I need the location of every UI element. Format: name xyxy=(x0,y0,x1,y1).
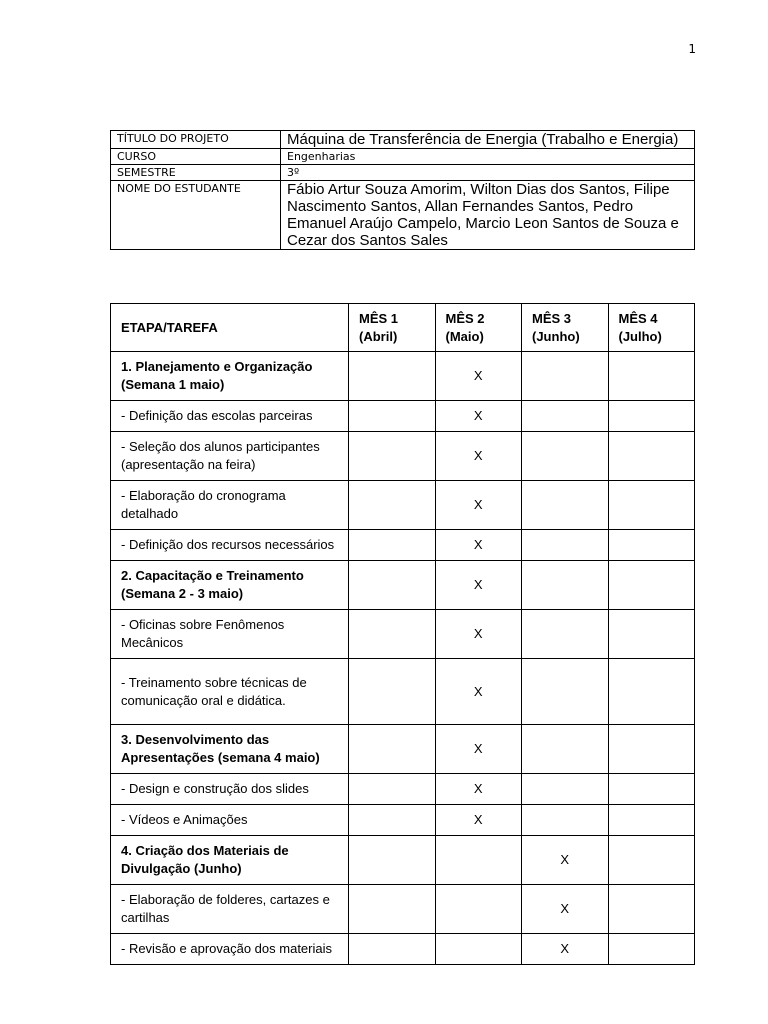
schedule-row xyxy=(111,481,695,530)
month-1-cell xyxy=(349,352,436,401)
schedule-row xyxy=(111,805,695,836)
month-2-cell: X xyxy=(435,530,522,561)
month-4-cell xyxy=(608,774,695,805)
month-1-cell xyxy=(349,885,436,934)
month-1-cell xyxy=(349,561,436,610)
schedule-row xyxy=(111,725,695,774)
schedule-row xyxy=(111,530,695,561)
month-4-cell xyxy=(608,885,695,934)
header-month-2 xyxy=(435,304,522,352)
month-label: MÊS 1 xyxy=(359,310,399,326)
month-1-cell xyxy=(349,659,436,725)
month-2-cell xyxy=(435,885,522,934)
month-2-cell: X xyxy=(435,561,522,610)
month-1-cell xyxy=(349,774,436,805)
schedule-row xyxy=(111,352,695,401)
info-label: CURSO xyxy=(111,149,281,165)
info-label: SEMESTRE xyxy=(111,165,281,181)
info-label: TÍTULO DO PROJETO xyxy=(111,131,281,149)
header-month-4 xyxy=(608,304,695,352)
month-1-cell xyxy=(349,530,436,561)
schedule-row xyxy=(111,561,695,610)
month-3-cell xyxy=(522,352,609,401)
month-1-cell xyxy=(349,805,436,836)
month-1-cell xyxy=(349,481,436,530)
month-1-cell xyxy=(349,836,436,885)
task-cell: 4. Criação dos Materiais de Divulgação (Junho) xyxy=(111,836,349,885)
month-2-cell: X xyxy=(435,610,522,659)
month-4-cell xyxy=(608,725,695,774)
month-3-cell xyxy=(522,610,609,659)
task-cell: - Revisão e aprovação dos materiais xyxy=(111,934,349,965)
month-name: (Maio) xyxy=(445,328,484,344)
month-4-cell xyxy=(608,530,695,561)
schedule-row xyxy=(111,836,695,885)
month-3-cell xyxy=(522,805,609,836)
month-3-cell xyxy=(522,401,609,432)
task-cell: 1. Planejamento e Organização (Semana 1 maio) xyxy=(111,352,349,401)
schedule-row xyxy=(111,934,695,965)
month-3-cell: X xyxy=(522,885,609,934)
month-label: MÊS 2 xyxy=(445,310,485,326)
month-2-cell: X xyxy=(435,481,522,530)
month-3-cell xyxy=(522,561,609,610)
task-cell: - Design e construção dos slides xyxy=(111,774,349,805)
schedule-table xyxy=(110,303,695,965)
header-month-3 xyxy=(522,304,609,352)
month-name: (Julho) xyxy=(618,328,662,344)
month-2-cell: X xyxy=(435,401,522,432)
month-1-cell xyxy=(349,725,436,774)
month-2-cell: X xyxy=(435,659,522,725)
month-3-cell xyxy=(522,774,609,805)
task-cell: - Treinamento sobre técnicas de comunicação oral e didática. xyxy=(111,659,349,725)
month-4-cell xyxy=(608,561,695,610)
month-4-cell xyxy=(608,401,695,432)
month-2-cell xyxy=(435,934,522,965)
info-value: Engenharias xyxy=(281,149,695,165)
task-cell: - Elaboração de folderes, cartazes e cartilhas xyxy=(111,885,349,934)
task-cell: 2. Capacitação e Treinamento (Semana 2 - 3 maio) xyxy=(111,561,349,610)
schedule-row xyxy=(111,610,695,659)
schedule-row xyxy=(111,774,695,805)
project-info-row xyxy=(111,131,695,149)
month-4-cell xyxy=(608,836,695,885)
month-4-cell xyxy=(608,352,695,401)
schedule-row xyxy=(111,432,695,481)
project-info-row xyxy=(111,149,695,165)
task-cell: - Definição dos recursos necessários xyxy=(111,530,349,561)
project-info-row xyxy=(111,165,695,181)
month-3-cell: X xyxy=(522,934,609,965)
month-4-cell xyxy=(608,805,695,836)
schedule-header-row xyxy=(111,304,695,352)
month-name: (Abril) xyxy=(359,328,398,344)
month-1-cell xyxy=(349,432,436,481)
month-label: MÊS 4 xyxy=(618,310,658,326)
month-3-cell xyxy=(522,530,609,561)
month-4-cell xyxy=(608,481,695,530)
month-2-cell: X xyxy=(435,352,522,401)
month-3-cell xyxy=(522,481,609,530)
month-4-cell xyxy=(608,610,695,659)
page-number: 1 xyxy=(688,42,696,56)
info-value: Máquina de Transferência de Energia (Trabalho e Energia) xyxy=(281,131,695,149)
month-3-cell xyxy=(522,432,609,481)
month-2-cell: X xyxy=(435,725,522,774)
month-1-cell xyxy=(349,934,436,965)
schedule-row xyxy=(111,885,695,934)
schedule-row xyxy=(111,659,695,725)
month-2-cell xyxy=(435,836,522,885)
month-4-cell xyxy=(608,934,695,965)
task-cell: 3. Desenvolvimento das Apresentações (semana 4 maio) xyxy=(111,725,349,774)
task-cell: - Oficinas sobre Fenômenos Mecânicos xyxy=(111,610,349,659)
month-2-cell: X xyxy=(435,774,522,805)
month-2-cell: X xyxy=(435,432,522,481)
month-name: (Junho) xyxy=(532,328,580,344)
task-cell: - Seleção dos alunos participantes (apresentação na feira) xyxy=(111,432,349,481)
month-label: MÊS 3 xyxy=(532,310,572,326)
month-3-cell xyxy=(522,659,609,725)
month-3-cell: X xyxy=(522,836,609,885)
month-2-cell: X xyxy=(435,805,522,836)
task-cell: - Definição das escolas parceiras xyxy=(111,401,349,432)
info-value: Fábio Artur Souza Amorim, Wilton Dias dos Santos, Filipe Nascimento Santos, Allan Fernandes Santos, Pedro Emanuel Araújo Campelo, Marcio Leon Santos de Souza e Cezar dos Santos Sales xyxy=(281,181,695,250)
info-value: 3º xyxy=(281,165,695,181)
header-task: ETAPA/TAREFA xyxy=(111,304,349,352)
schedule-row xyxy=(111,401,695,432)
info-label: NOME DO ESTUDANTE xyxy=(111,181,281,250)
month-3-cell xyxy=(522,725,609,774)
month-4-cell xyxy=(608,659,695,725)
project-info-row xyxy=(111,181,695,250)
month-4-cell xyxy=(608,432,695,481)
project-info-table xyxy=(110,130,695,250)
header-month-1 xyxy=(349,304,436,352)
month-1-cell xyxy=(349,401,436,432)
task-cell: - Elaboração do cronograma detalhado xyxy=(111,481,349,530)
month-1-cell xyxy=(349,610,436,659)
task-cell: - Vídeos e Animações xyxy=(111,805,349,836)
